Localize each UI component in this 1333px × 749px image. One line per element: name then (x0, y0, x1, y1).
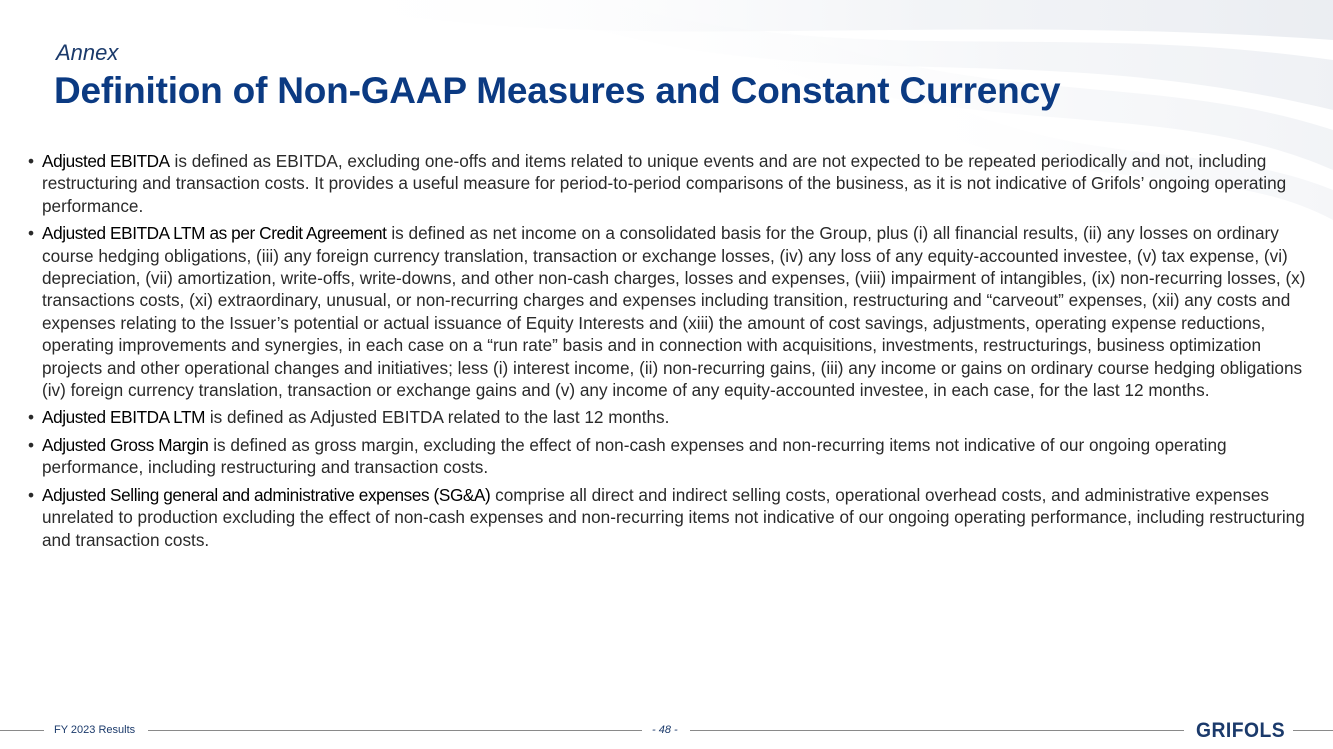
list-item (16, 150, 1316, 217)
footer-divider-left (0, 730, 44, 731)
bullet-text: is defined as gross margin, excluding the effect of non-cash expenses and non-recurring items not indicative of our ongoing operating performance, including restructuring and transaction costs. (42, 434, 1227, 478)
page-number: - 48 - (652, 724, 678, 736)
bullet-text: is defined as net income on a consolidated basis for the Group, plus (i) all financial results, (ii) any losses on ordinary course hedging obligations, (iii) any foreign currency translation, transaction or exchange losses, (iv) any loss of any equity-accounted investee, (v) tax expense, (vi) depreciation, (vii) amortization, write-offs, write-downs, and other non-cash charges, losses and expenses, (viii) impairment of intangibles, (ix) non-recurring losses, (x) transactions costs, (xi) extraordinary, unusual, or non-recurring charges and expenses including transition, restructuring and “carveout” expenses, (xii) any costs and expenses relating to the Issuer’s potential or actual issuance of Equity Interests and (xiii) the amount of cost savings, adjustments, operating expense reductions, operating improvements and synergies, in each case on a “run rate” basis and in connection with acquisitions, investments, restructurings, business optimization projects and other operational changes and initiatives; less (i) interest income, (ii) non-recurring gains, (iii) any income or gains on ordinary course hedging obligations (iv) foreign currency translation, transaction or exchange gains and (v) any income of any equity-accounted investee, in each case, for the last 12 months. (42, 223, 1306, 401)
grifols-logo: GRIFOLS (1196, 719, 1286, 742)
footer-report-label: FY 2023 Results (54, 724, 136, 736)
footer-divider-middle-right (690, 730, 1184, 731)
bullet-text: comprise all direct and indirect selling costs, operational overhead costs, and administrative expenses unrelated to production excluding the effect of non-cash expenses and non-recurring items not indicative of our ongoing operating performance, including restructuring and transaction costs. (42, 484, 1305, 550)
list-item (16, 434, 1316, 479)
bullet-term: Adjusted EBITDA (42, 151, 170, 171)
slide-subtitle: Annex (56, 40, 119, 65)
footer-divider-middle-left (148, 730, 642, 731)
bullet-dot: • (28, 223, 35, 244)
footer-divider-right (1293, 730, 1333, 731)
slide-title: Definition of Non-GAAP Measures and Constant Currency (54, 70, 1061, 111)
bullet-text: is defined as Adjusted EBITDA related to the last 12 months. (205, 407, 670, 428)
bullet-dot: • (28, 434, 35, 455)
bullet-dot: • (28, 151, 35, 171)
bullet-dot: • (28, 484, 35, 505)
bullet-term: Adjusted EBITDA LTM as per Credit Agreement (42, 223, 387, 244)
list-item (16, 222, 1316, 401)
list-item (16, 484, 1316, 551)
bullet-term: Adjusted EBITDA LTM (42, 407, 206, 428)
list-item (16, 406, 1316, 428)
bullet-text: is defined as EBITDA, excluding one-offs and items related to unique events and are not expected to be repeated periodically and not, including restructuring and transaction costs. It provides a useful measure for period-to-period comparisons of the business, as it is not indicative of Grifols’ ongoing operating performance. (42, 151, 1287, 216)
bullet-term: Adjusted Gross Margin (42, 434, 209, 455)
bullet-dot: • (28, 407, 35, 428)
definitions-list (16, 150, 1316, 556)
bullet-term: Adjusted Selling general and administrative expenses (SG&A) (42, 484, 491, 505)
